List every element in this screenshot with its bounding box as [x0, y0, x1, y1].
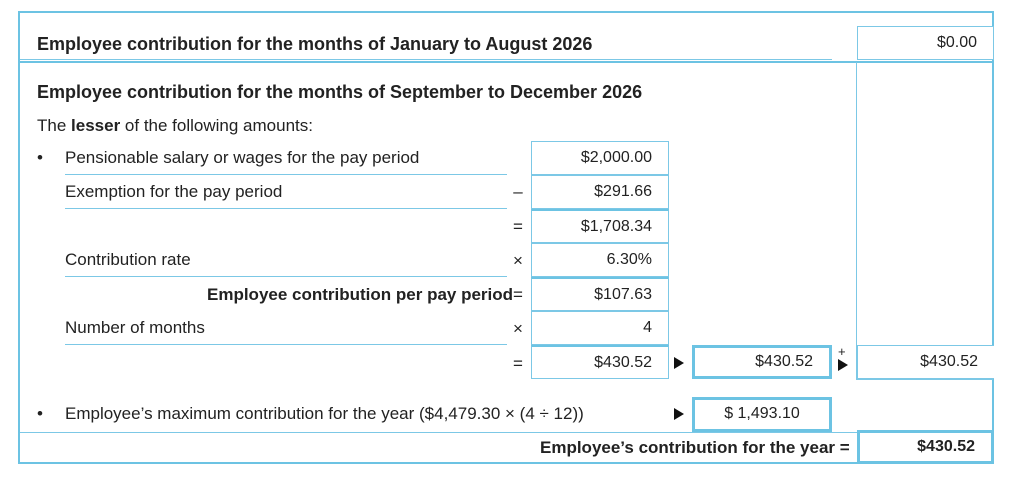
section1-title: Employee contribution for the months of January to August 2026: [37, 34, 593, 54]
intro-post: of the following amounts:: [120, 116, 313, 135]
final-value: $430.52: [857, 430, 994, 464]
rate-value: 6.30%: [531, 243, 669, 277]
bullet-salary: •: [37, 148, 43, 167]
total-result-value: $430.52: [857, 345, 994, 379]
months-label: Number of months: [65, 318, 205, 337]
rate-label: Contribution rate: [65, 250, 191, 269]
months-underline: [65, 344, 507, 345]
months-multiply: ×: [513, 319, 523, 338]
arrow-right-icon: [674, 408, 684, 420]
salary-underline: [65, 174, 507, 175]
intro-pre: The: [37, 116, 72, 135]
section1-amount: $0.00: [857, 26, 994, 60]
intro-lesser: lesser: [71, 116, 121, 135]
total-value: $430.52: [531, 345, 669, 379]
minus-operator: –: [513, 182, 523, 201]
exemption-label: Exemption for the pay period: [65, 182, 283, 201]
total-row-divider: [857, 379, 993, 380]
plus-sign: +: [838, 344, 846, 359]
rate-underline: [65, 276, 507, 277]
arrow-right-icon: [674, 357, 684, 369]
form-frame: [18, 11, 994, 464]
bullet-maximum: •: [37, 404, 43, 423]
section1-underline: [20, 59, 832, 60]
total-equals: =: [513, 354, 523, 373]
maximum-value: $ 1,493.10: [692, 397, 832, 432]
per-period-equals: =: [513, 285, 523, 304]
salary-label: Pensionable salary or wages for the pay period: [65, 148, 420, 167]
salary-value: $2,000.00: [531, 141, 669, 175]
subtotal-value: $1,708.34: [531, 209, 669, 243]
exemption-underline: [65, 208, 507, 209]
per-period-value: $107.63: [531, 277, 669, 311]
section2-title: Employee contribution for the months of September to December 2026: [37, 82, 643, 102]
months-value: 4: [531, 311, 669, 345]
final-row-divider: [20, 432, 994, 433]
section1-divider: [20, 61, 994, 63]
total-carry-value: $430.52: [692, 345, 832, 379]
final-label: Employee’s contribution for the year =: [540, 438, 850, 457]
right-column-line: [856, 62, 857, 380]
per-period-label: Employee contribution per pay period: [207, 285, 514, 304]
rate-multiply: ×: [513, 251, 523, 270]
subtotal-equals: =: [513, 217, 523, 236]
section2-intro: [37, 116, 313, 136]
exemption-value: $291.66: [531, 175, 669, 209]
arrow-right-icon: [838, 359, 848, 371]
maximum-label: Employee’s maximum contribution for the year ($4,479.30 × (4 ÷ 12)): [65, 404, 584, 423]
